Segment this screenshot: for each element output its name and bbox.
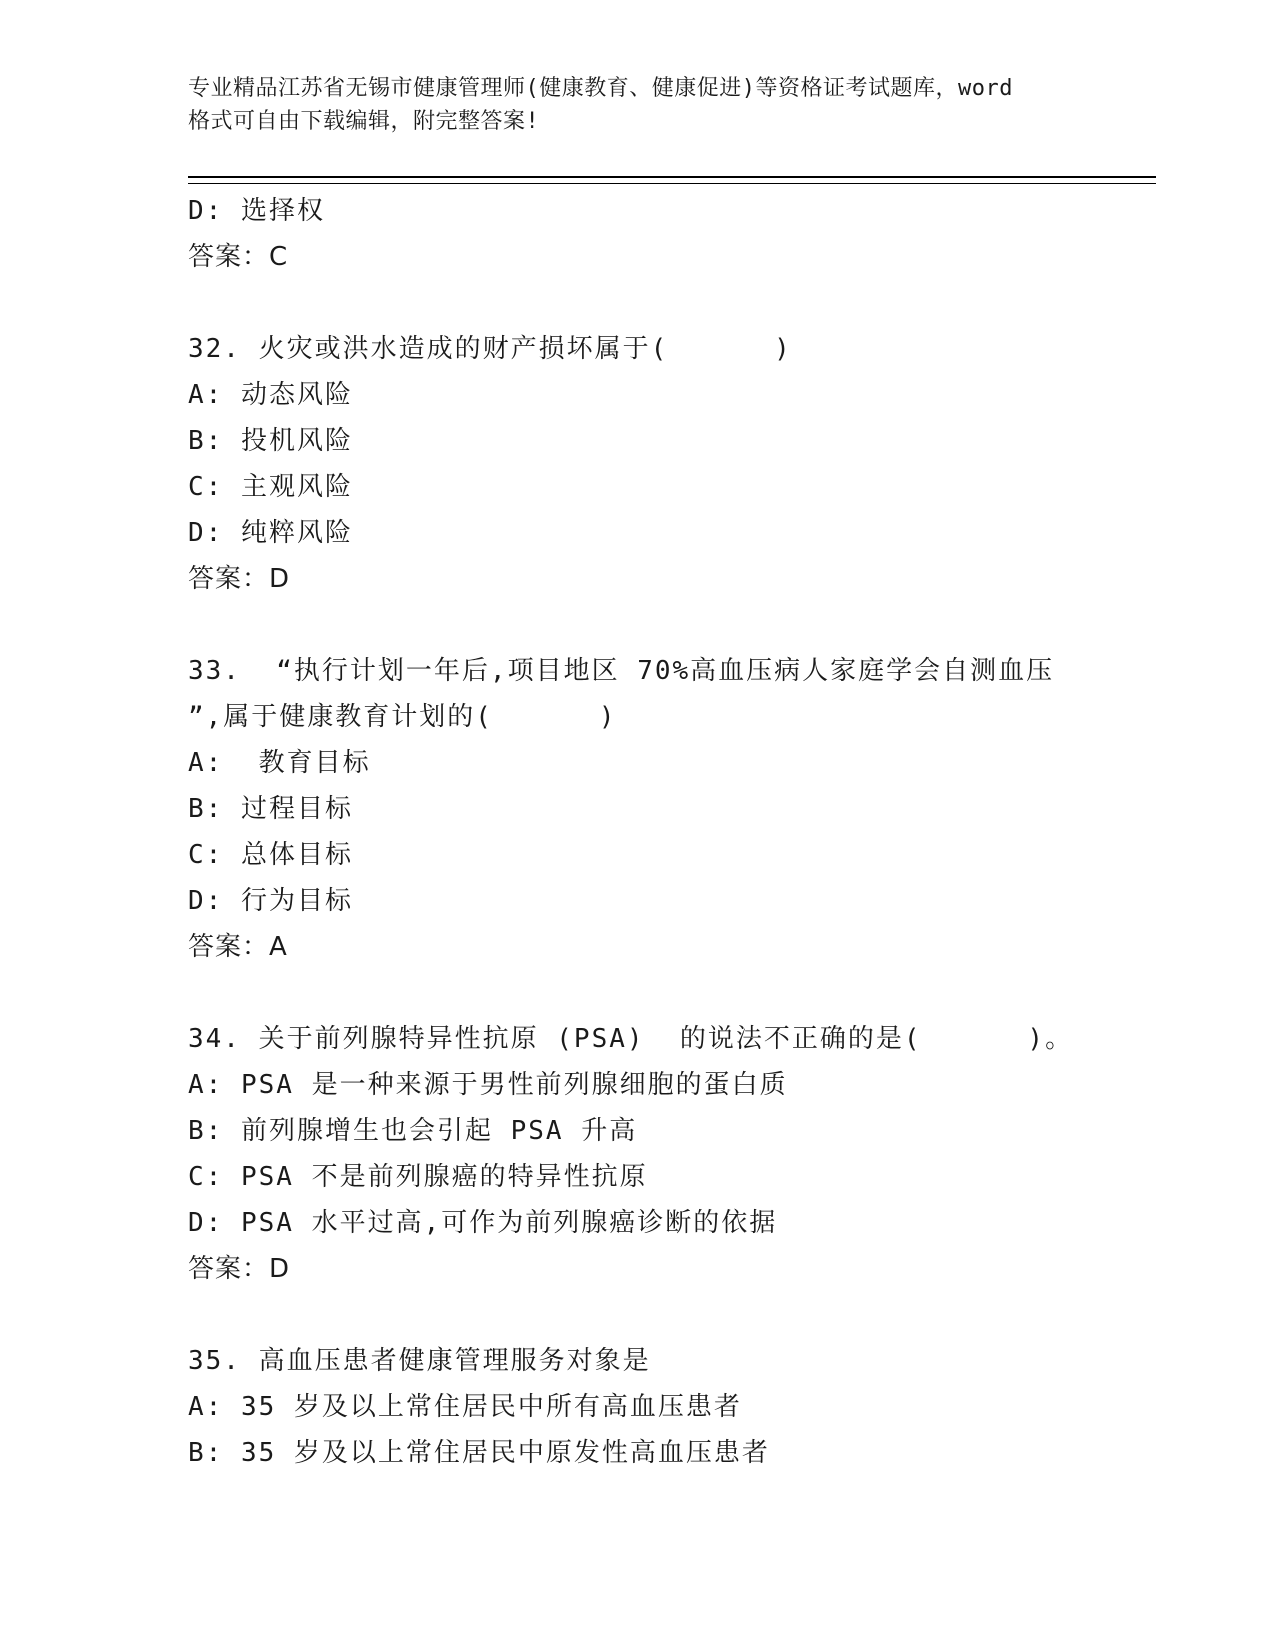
question-33-option-a: A: 教育目标: [188, 748, 371, 778]
question-34-answer: 答案：D: [188, 1254, 291, 1284]
header-divider-thin: [188, 183, 1156, 184]
header-line-1: 专业精品江苏省无锡市健康管理师(健康教育、健康促进)等资格证考试题库，word: [188, 76, 1013, 101]
question-32-option-b: B: 投机风险: [188, 426, 353, 456]
question-32-option-d: D: 纯粹风险: [188, 518, 353, 548]
question-33-stem-line-1: 33. “执行计划一年后,项目地区 70%高血压病人家庭学会自测血压: [188, 656, 1055, 686]
question-32-option-c: C: 主观风险: [188, 472, 353, 502]
prev-answer: 答案：C: [188, 242, 289, 272]
question-35-option-b: B: 35 岁及以上常住居民中原发性高血压患者: [188, 1438, 770, 1468]
header-divider-thick: [188, 176, 1156, 178]
question-32-stem: 32. 火灾或洪水造成的财产损坏属于( ): [188, 334, 792, 364]
question-33-stem-line-2: ”,属于健康教育计划的( ): [188, 702, 617, 732]
question-32-answer: 答案：D: [188, 564, 291, 594]
spacer: [188, 280, 1156, 326]
question-34-stem: 34. 关于前列腺特异性抗原 (PSA) 的说法不正确的是( )。: [188, 1024, 1074, 1054]
spacer: [188, 602, 1156, 648]
question-34-option-c: C: PSA 不是前列腺癌的特异性抗原: [188, 1162, 648, 1192]
header-line-2: 格式可自由下载编辑，附完整答案!: [188, 109, 540, 134]
question-33-option-b: B: 过程目标: [188, 794, 353, 824]
question-35-option-a: A: 35 岁及以上常住居民中所有高血压患者: [188, 1392, 742, 1422]
question-34-option-a: A: PSA 是一种来源于男性前列腺细胞的蛋白质: [188, 1070, 788, 1100]
question-32-option-a: A: 动态风险: [188, 380, 353, 410]
question-35-stem: 35. 高血压患者健康管理服务对象是: [188, 1346, 651, 1376]
question-33-answer: 答案：A: [188, 932, 288, 962]
document-header: [188, 72, 1088, 138]
question-content: [188, 188, 1156, 1476]
question-34-option-d: D: PSA 水平过高,可作为前列腺癌诊断的依据: [188, 1208, 778, 1238]
question-33-option-d: D: 行为目标: [188, 886, 353, 916]
prev-option-d: D: 选择权: [188, 196, 325, 226]
question-34-option-b: B: 前列腺增生也会引起 PSA 升高: [188, 1116, 638, 1146]
spacer: [188, 970, 1156, 1016]
spacer: [188, 1292, 1156, 1338]
question-33-option-c: C: 总体目标: [188, 840, 353, 870]
